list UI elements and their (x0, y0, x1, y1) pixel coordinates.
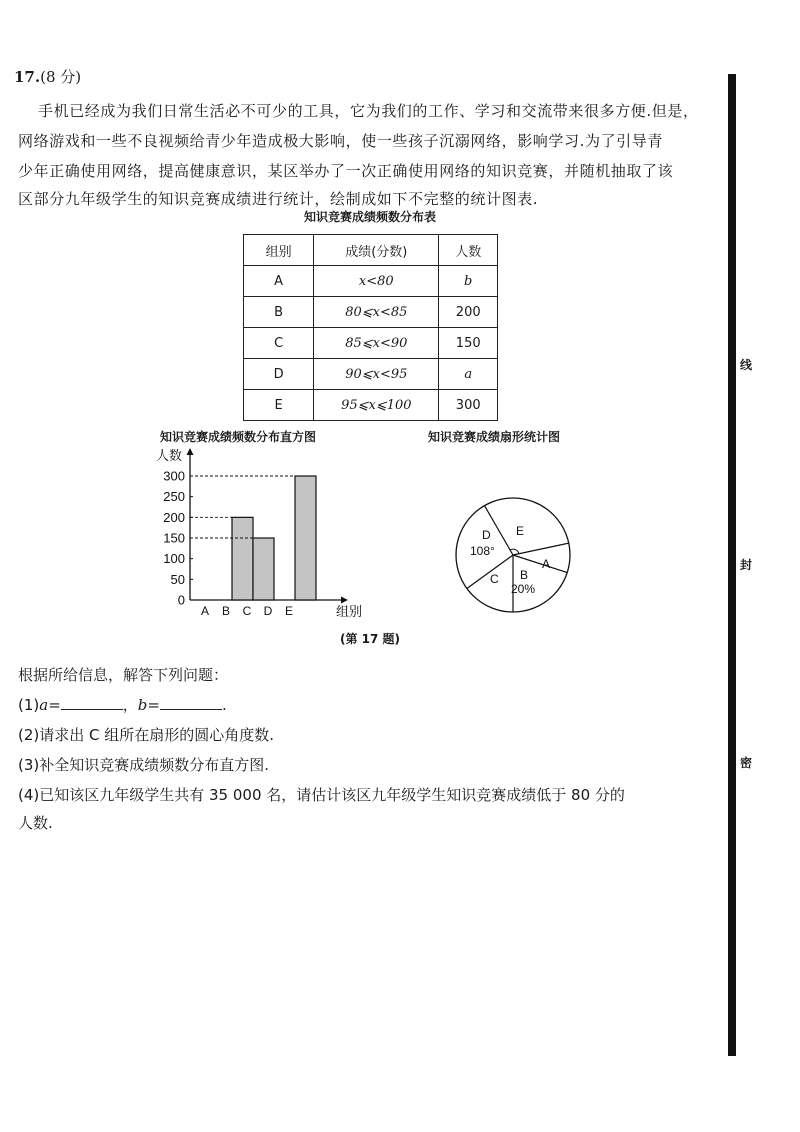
histogram-chart (148, 444, 378, 620)
y-tick-label: 50 (170, 571, 185, 587)
pie-label-E: E (516, 524, 525, 538)
table-header: 人数 (439, 235, 498, 266)
paragraph-line-3: 少年正确使用网络，提高健康意识，某区举办了一次正确使用网络的知识竞赛，并随机抽取了该 (18, 162, 674, 180)
sidebar-char-xian: 线 (740, 358, 753, 372)
table-header: 成绩(分数) (314, 235, 439, 266)
table-cell: D (244, 359, 314, 390)
q1-prefix: (1) (18, 696, 40, 714)
subquestion-4-line-1: (4)已知该区九年级学生共有 35 000 名，请估计该区九年级学生知识竞赛成绩低于 80 分的 (18, 786, 625, 804)
bar-C (253, 538, 274, 600)
table-cell: x<80 (314, 266, 439, 297)
pie-label-C: C (490, 572, 499, 586)
y-tick-label: 0 (177, 592, 185, 608)
figure-caption: (第 17 题) (339, 632, 401, 646)
question-points: (8 分) (40, 68, 82, 86)
bar-B (232, 517, 253, 600)
paragraph-line-2: 网络游戏和一些不良视频给青少年造成极大影响，使一些孩子沉溺网络，影响学习.为了引导青 (18, 132, 663, 150)
bar-E (295, 476, 316, 600)
sidebar-char-mi: 密 (740, 756, 753, 770)
pie-chart (450, 492, 576, 618)
q1-end: . (221, 696, 227, 714)
table-row (244, 266, 498, 297)
subquestion-4-line-2: 人数. (18, 814, 53, 832)
y-axis-arrow (187, 448, 194, 455)
y-tick-label: 250 (163, 489, 185, 505)
histogram-title: 知识竞赛成绩频数分布直方图 (160, 430, 317, 444)
binding-line-bar (728, 74, 736, 1056)
question-number: 17.(8 分) (14, 68, 82, 86)
table-cell: B (244, 297, 314, 328)
prompt-text: 根据所给信息，解答下列问题： (18, 666, 229, 684)
q1-separator: ， (122, 696, 138, 714)
x-tick-label: D (263, 604, 273, 618)
x-tick-label: E (284, 604, 294, 618)
table-cell: 95⩽x⩽100 (314, 390, 439, 421)
q1-b-label: b= (137, 696, 160, 714)
table-cell: 300 (439, 390, 498, 421)
table-cell: 150 (439, 328, 498, 359)
pie-annotation-B: 20% (511, 582, 536, 596)
x-axis-arrow (341, 597, 348, 604)
x-tick-label: C (242, 604, 252, 618)
pie-annotation-D: 108° (470, 544, 495, 558)
y-tick-label: 150 (163, 530, 185, 546)
y-tick-label: 100 (163, 551, 185, 567)
y-tick-label: 200 (163, 509, 185, 525)
table-row (244, 297, 498, 328)
table-row (244, 328, 498, 359)
table-cell: 80⩽x<85 (314, 297, 439, 328)
pie-chart-title: 知识竞赛成绩扇形统计图 (428, 430, 561, 444)
table-cell: 200 (439, 297, 498, 328)
subquestion-2: (2)请求出 C 组所在扇形的圆心角度数. (18, 726, 275, 744)
sidebar-char-feng: 封 (740, 558, 753, 572)
table-cell: A (244, 266, 314, 297)
table-cell: a (439, 359, 498, 390)
table-header-row (244, 235, 498, 266)
subquestion-1 (18, 694, 227, 715)
x-tick-label: B (221, 604, 231, 618)
frequency-table (243, 234, 498, 421)
subquestion-3: (3)补全知识竞赛成绩频数分布直方图. (18, 756, 270, 774)
table-cell: b (439, 266, 498, 297)
q1-answer-blank-b[interactable] (160, 695, 222, 710)
x-axis-label: 组别 (336, 605, 363, 620)
table-cell: C (244, 328, 314, 359)
pie-label-D: D (482, 528, 491, 542)
q1-a-label: a= (39, 696, 61, 714)
table-cell: E (244, 390, 314, 421)
paragraph-line-4: 区部分九年级学生的知识竞赛成绩进行统计，绘制成如下不完整的统计图表. (18, 190, 539, 208)
table-row (244, 359, 498, 390)
table-title: 知识竞赛成绩频数分布表 (303, 210, 436, 224)
y-tick-label: 300 (163, 468, 185, 484)
table-header: 组别 (244, 235, 314, 266)
q1-answer-blank-a[interactable] (61, 695, 123, 710)
x-tick-label: A (200, 604, 210, 618)
table-row (244, 390, 498, 421)
pie-label-B: B (520, 568, 529, 582)
pie-label-A: A (542, 557, 551, 571)
table-cell: 85⩽x<90 (314, 328, 439, 359)
y-axis-label: 人数 (156, 449, 183, 464)
table-cell: 90⩽x<95 (314, 359, 439, 390)
paragraph-line-1: 手机已经成为我们日常生活必不可少的工具，它为我们的工作、学习和交流带来很多方便.但是， (38, 102, 699, 120)
